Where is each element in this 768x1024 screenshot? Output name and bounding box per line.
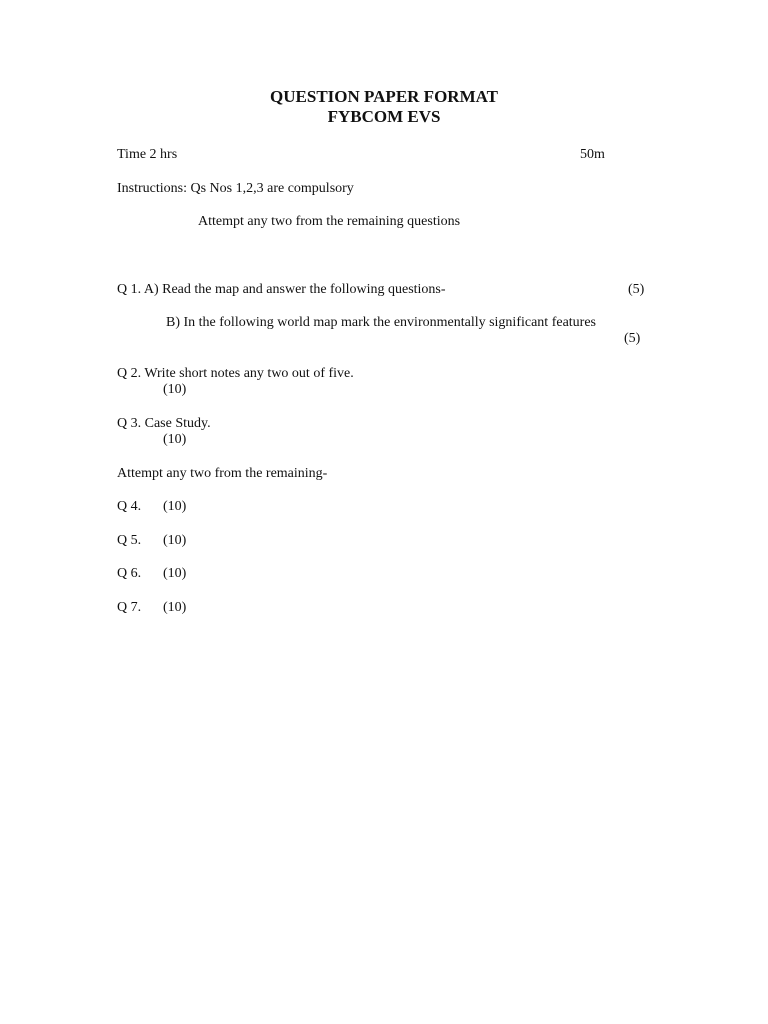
page-title: QUESTION PAPER FORMAT <box>270 87 498 106</box>
page-subtitle: FYBCOM EVS <box>327 107 441 126</box>
q7-label: Q 7. <box>117 600 142 615</box>
q3-text: Q 3. Case Study. <box>117 416 211 431</box>
instructions-line-2: Attempt any two from the remaining questions <box>198 214 461 229</box>
q1-part-a-marks: (5) <box>628 282 645 297</box>
q4-label: Q 4. <box>117 499 142 514</box>
q2-text: Q 2. Write short notes any two out of five. <box>117 366 354 381</box>
q1-part-b-text: B) In the following world map mark the environmentally significant features <box>166 315 596 330</box>
q2-marks: (10) <box>163 382 187 397</box>
q6-marks: (10) <box>163 566 187 581</box>
q5-label: Q 5. <box>117 533 142 548</box>
q7-marks: (10) <box>163 600 187 615</box>
q3-marks: (10) <box>163 432 187 447</box>
remaining-note: Attempt any two from the remaining- <box>117 466 328 481</box>
instructions-line-1: Instructions: Qs Nos 1,2,3 are compulsory <box>117 181 354 196</box>
q6-label: Q 6. <box>117 566 142 581</box>
q1-part-a-text: Q 1. A) Read the map and answer the following questions- <box>117 282 446 297</box>
time-label: Time 2 hrs <box>117 147 178 162</box>
q1-part-b-marks: (5) <box>624 331 641 346</box>
marks-label: 50m <box>580 147 605 162</box>
q5-marks: (10) <box>163 533 187 548</box>
q4-marks: (10) <box>163 499 187 514</box>
